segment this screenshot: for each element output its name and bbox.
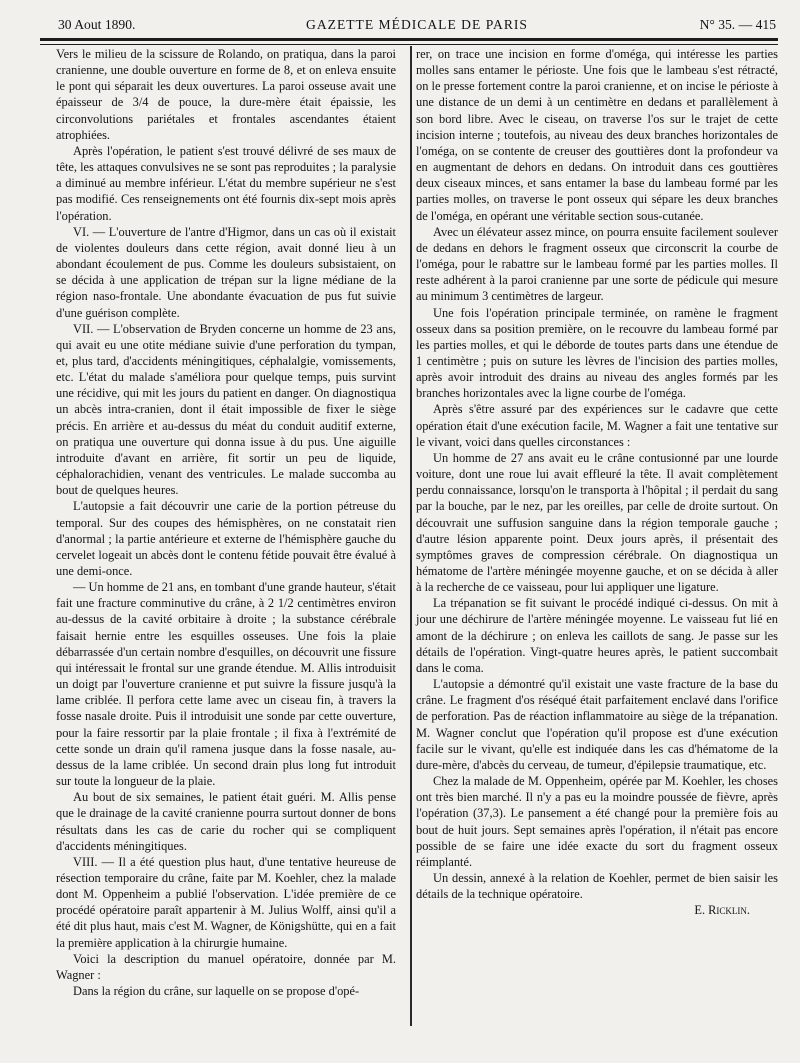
paragraph: rer, on trace une incision en forme d'oméga, qui intéresse les parties molles sans entamer le périoste. Une fois que le lambeau s'est rétracté, on le presse fortement contre la paroi cranienne, et on incise le périoste à une distance de un demi à un centimètre en dedans et parallèlement à son bord libre. Avec le ciseau, on traverse l'os sur le trajet de cette incision interne ; toutefois, au niveau des deux branches horizontales de l'oméga, on se contente de creuser des gouttières dont la profondeur va en augmentant de dehors en dedans. On introduit dans ces gouttières deux ciseaux minces, et sans entamer la base du lambeau formé par les parties molles, on traverse le pont osseux qui sépare les deux branches de l'oméga, en opérant une véritable section sous-cutanée. [416,47,778,223]
issue-date: 30 Aout 1890. [58,17,136,32]
paragraph: VI. — L'ouverture de l'antre d'Higmor, dans un cas où il existait de violentes douleurs dans cette région, avait donné lieu à un abondant écoulement de pus. Comme les douleurs subsistaient, on se décida à une application de trépan sur la ligne médiane de la région naso-frontale. Une abondante évacuation de pus fut suivie d'une guérison complète. [56,224,396,320]
paragraph: Après l'opération, le patient s'est trouvé délivré de ses maux de tête, les attaques convulsives ne se sont pas reproduites ; la paralysie a diminué au membre inférieur. L'état du membre supérieur ne s'est pas modifié. Ces renseignements ont été fournis dix-sept mois après l'opération. [56,143,396,223]
header-rule-thick [40,38,778,41]
journal-title: GAZETTE MÉDICALE DE PARIS [306,17,528,32]
paragraph: VIII. — Il a été question plus haut, d'une tentative heureuse de résection temporaire du crâne, faite par M. Koehler, chez la malade dont M. Oppenheim a publié l'observation. L'idée première de ce procédé opératoire paraît appartenir à M. Julius Wolff, ainsi qu'il a été dit plus haut, mais c'est M. Wagner, de Königshütte, qui en a fait la première application à la chirurgie humaine. [56,854,396,950]
paragraph: La trépanation se fit suivant le procédé indiqué ci-dessus. On mit à jour une déchirure de l'artère méningée moyenne. Le vaisseau fut lié en amont de la déchirure ; on enleva les caillots de sang. Je passe sur les détails de l'opération. Vingt-quatre heures après, le patient succombait dans le coma. [416,596,778,675]
paragraph: Voici la description du manuel opératoire, donnée par M. Wagner : [56,951,396,982]
page-header [58,16,776,38]
header-rule-thin [40,44,778,45]
paragraph: Une fois l'opération principale terminée, on ramène le fragment osseux dans sa position première, on le recouvre du lambeau formé par les parties molles, et qui le déborde de toutes parts dans une étendue de 1 centimètre ; puis on suture les lèvres de l'incision des parties molles, après avoir introduit des drains au niveau des angles formés par les branches horizontales avec la ligne courbe de l'oméga. [416,305,778,401]
paragraph: Chez la malade de M. Oppenheim, opérée par M. Koehler, les choses ont très bien marché. Il n'y a pas eu la moindre poussée de fièvre, après l'opération (37,3). Le pansement a été changé pour la première fois au bout de huit jours. Sept semaines après l'opération, il n'était pas encore possible de se faire une idée exacte du sort du fragment osseux réimplanté. [416,774,778,869]
paragraph: Avec un élévateur assez mince, on pourra ensuite facilement soulever de dedans en dehors le fragment osseux que circonscrit la courbe de l'oméga, pour le rabattre sur le lambeau formé par les parties molles. Il reste adhérent à la paroi cranienne par une sorte de pédicule qui mesure au minimum 3 centimètres de largeur. [416,224,778,304]
paragraph: Dans la région du crâne, sur laquelle on se propose d'opé- [73,984,360,999]
issue-page-number: N° 35. — 415 [699,17,776,32]
paragraph: Vers le milieu de la scissure de Rolando, on pratiqua, dans la paroi cranienne, une double ouverture en forme de 8, et on enleva ensuite le pont qui séparait les deux ouvertures. La paroi osseuse avait une épaisseur de 3/4 de pouce, la dure-mère était épaissie, les circonvolutions pariétales et frontales ascendantes étaient atrophiées. [56,47,396,142]
paragraph: L'autopsie a fait découvrir une carie de la portion pétreuse du temporal. Sur des coupes des hémisphères, on ne constatait rien d'anormal ; la partie antérieure et externe de l'hémisphère gauche du cervelet logeait un abcès dont le contenu fétide pouvait être évalué à une demi-once. [56,499,396,578]
author-signature: E. Ricklin. [694,903,750,918]
paragraph: L'autopsie a démontré qu'il existait une vaste fracture de la base du crâne. Le fragment d'os réséqué était parfaitement enclavé dans l'orifice de perforation. Pas de réaction inflammatoire au siège de la trépanation. M. Wagner conclut que l'opération qu'il propose est d'une exécution facile sur le vivant, qu'elle est indiquée dans les cas d'hématome de la dure-mère, d'abcès du cerveau, de tumeur, d'épilepsie traumatique, etc. [416,677,778,772]
paragraph: — Un homme de 21 ans, en tombant d'une grande hauteur, s'était fait une fracture comminutive du crâne, à 2 1/2 centimètres environ au-dessus de la cavité orbitaire à droite ; la substance cérébrale faisait hernie entre les esquilles osseuses. Une fois la plaie débarrassée d'un certain nombre d'esquilles, on découvrit une fissure qui intéressait le frontal sur une grande étendue. M. Allis introduisit un doigt par l'ouverture cranienne et put suivre la fissure jusqu'à la lame criblée. Il perfora cette lame avec un ciseau fin, à travers la fosse nasale droite. Puis il introduisit une sonde par cette ouverture, pour la faire ressortir par la plaie frontale ; il fixa à l'extrémité de cette sonde un drain qu'il ramena jusque dans la fosse nasale, au-dessus de la lame criblée. Un second drain plus long fut introduit sur toute la longueur de la plaie. [56,580,396,789]
left-column [56,46,396,999]
paragraph: VII. — L'observation de Bryden concerne un homme de 23 ans, qui avait eu une otite médiane suivie d'une perforation du tympan, et, plus tard, d'accidents méningitiques, céphalalgie, vomissements, etc. L'état du malade s'améliora pour quelque temps, puis survint une récidive, qui mit les jours du patient en danger. On diagnostiqua un abcès intra-cranien, dont il était impossible de fixer le siège précis. En arrière et au-dessus du méat du conduit auditif externe, on pratiqua une ouverture qui donna issue à du pus. Une aiguille introduite d'avant en arrière, fit sortir un peu de liquide, céphalorachidien, venant des ventricules. Le malade succomba au bout de quelques heures. [56,321,396,498]
paragraph: Un dessin, annexé à la relation de Koehler, permet de bien saisir les détails de la technique opératoire. [416,870,778,902]
paragraph: Au bout de six semaines, le patient était guéri. M. Allis pense que le drainage de la cavité cranienne pourra surtout donner de bons résultats dans les cas de carie du rocher qui se compliquent d'accidents méningitiques. [56,790,396,853]
paragraph: Après s'être assuré par des expériences sur le cadavre que cette opération était d'une exécution facile, M. Wagner a fait une tentative sur le vivant, voici dans quelles circonstances : [416,402,778,449]
paragraph: Un homme de 27 ans avait eu le crâne contusionné par une lourde voiture, dont une roue lui avait effleuré la tête. Il avait complètement perdu connaissance, lorsqu'on le transporta à l'hôpital ; il perdait du sang par la bouche, par le nez, par les oreilles, par celle de droite surtout. On découvrait une suffusion sanguine dans la région temporale gauche ; d'autre lésion apparente point. Deux jours après, il présentait des symptômes graves de compression cérébrale. On diagnostiqua un hématome de l'artère méningée moyenne gauche, et on se décida à aller à la recherche de ce vaisseau, pour lui appliquer une ligature. [416,450,778,595]
column-divider [410,46,412,1026]
right-column [416,46,778,918]
